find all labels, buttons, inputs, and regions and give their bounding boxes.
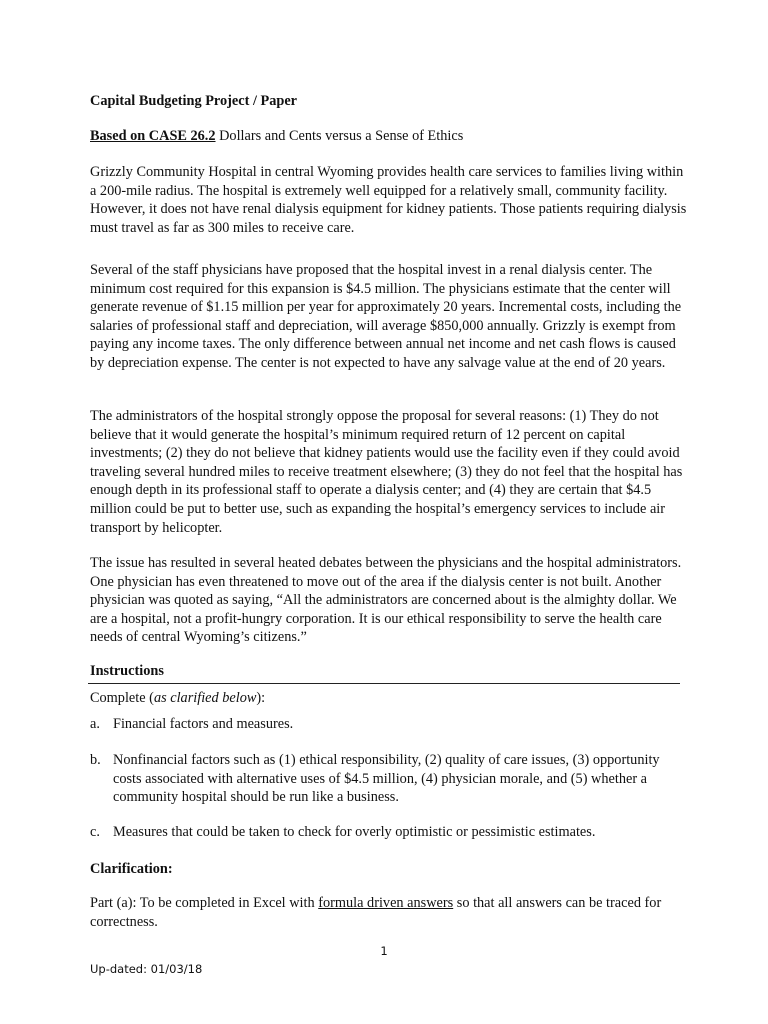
document-title: Capital Budgeting Project / Paper <box>90 93 298 109</box>
instructions-divider <box>88 683 680 684</box>
paragraph-intro: Grizzly Community Hospital in central Wyoming provides health care services to families living within a 200-mile radius. The hospital is extremely well equipped for a relatively small, community facility. However, it does not have renal dialysis equipment for kidney patients. Those patients requiring dialysis must travel as far as 300 miles to receive care. <box>90 164 687 236</box>
list-item-text: Measures that could be taken to check for overly optimistic or pessimistic estimates. <box>113 824 596 840</box>
paragraph-proposal: Several of the staff physicians have proposed that the hospital invest in a renal dialysis center. The minimum cost required for this expansion is $4.5 million. The physicians estimate that the center will generate revenue of $1.15 million per year for approximately 20 years. Incremental costs, including the salaries of professional staff and depreciation, will average $850,000 annually. Grizzly is exempt from paying any income taxes. The only difference between annual net income and net cash flows is caused by depreciation expense. The center is not expected to have any salvage value at the end of 20 years. <box>90 262 682 371</box>
instructions-heading: Instructions <box>90 663 164 679</box>
paragraph-opposition: The administrators of the hospital strongly oppose the proposal for several reasons: (1) They do not believe that it would generate the hospital’s minimum required return of 12 percent on capital investments; (2) they do not believe that kidney patients would use the facility even if they could avoid traveling several hundred miles to receive treatment elsewhere; (3) they do not feel that the hospital has enough depth in its professional staff to operate a dialysis center; and (4) they are certain that $4.5 million could be put to better use, such as expanding the hospital’s emergency services to include air transport by helicopter. <box>90 408 683 536</box>
paragraph-debate: The issue has resulted in several heated debates between the physicians and the hospital administrators. One physician has even threatened to move out of the area if the dialysis center is not built. Another physician was quoted as saying, “All the administrators are concerned about is the almighty dollar. We are a hospital, not a profit-hungry corporation. It is our ethical responsibility to serve the health care needs of central Wyoming’s citizens.” <box>90 555 682 646</box>
complete-suffix: ): <box>256 690 266 706</box>
updated-date: Up-dated: 01/03/18 <box>90 962 203 976</box>
case-number: Based on CASE 26.2 <box>90 128 216 144</box>
list-marker: a. <box>90 716 100 732</box>
page-number: 1 <box>380 944 388 958</box>
list-marker: b. <box>90 752 101 768</box>
part-a-paragraph <box>90 894 690 931</box>
list-item-text: Financial factors and measures. <box>113 716 294 732</box>
list-marker: c. <box>90 824 100 840</box>
clarification-heading: Clarification: <box>90 861 173 877</box>
list-item-text: Nonfinancial factors such as (1) ethical responsibility, (2) quality of care issues, (3) opportunity costs associated with alternative uses of $4.5 million, (4) physician morale, and (5) whether a community hospital should be run like a business. <box>113 752 660 806</box>
complete-line <box>90 689 690 708</box>
case-reference <box>90 127 690 146</box>
case-title: Dollars and Cents versus a Sense of Ethics <box>215 128 464 144</box>
part-a-suffix: so that all answers can be traced for correctness. <box>90 895 662 930</box>
complete-prefix: Complete ( <box>90 690 154 706</box>
part-a-underlined: formula driven answers <box>318 895 454 911</box>
part-a-prefix: Part (a): To be completed in Excel with <box>90 895 319 911</box>
complete-italic: as clarified below <box>153 690 257 706</box>
